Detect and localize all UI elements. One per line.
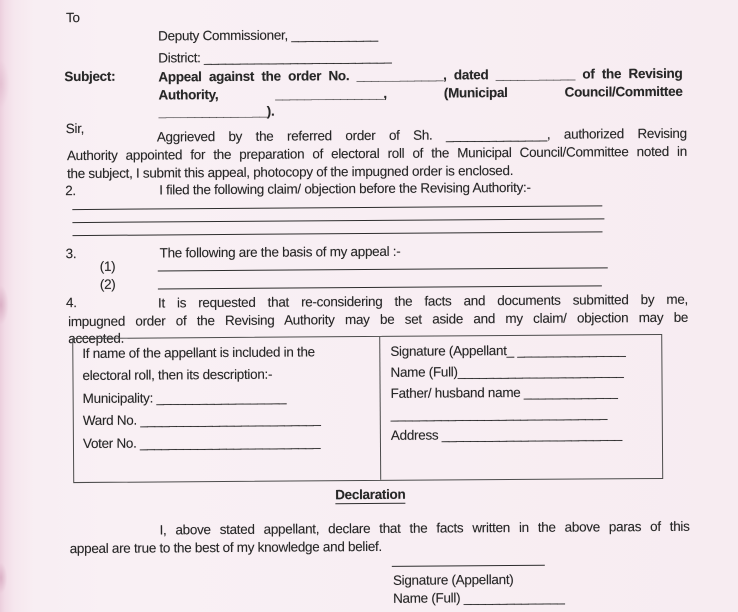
item4-number: 4. <box>65 295 77 311</box>
intro-line-2: Authority appointed for the preparation of electoral roll of the Municipal Council/Committee noted in <box>66 143 687 164</box>
item3-number: 3. <box>65 246 77 262</box>
name-caption: Name (Full) ______________ <box>392 589 565 606</box>
box-left-line-2: electoral roll, then its description:- <box>82 367 273 384</box>
item2-number: 2. <box>65 183 76 199</box>
subject-line2-blank: _______________, <box>275 85 387 102</box>
basis-row-2 <box>100 274 602 292</box>
item4-line-3: accepted. <box>68 330 125 347</box>
recipient-line: Deputy Commissioner, ____________ <box>158 26 378 44</box>
box-right-cell <box>379 335 662 480</box>
subject-line-1: Appeal against the order No. ____________, dated ___________ of the Revising <box>158 65 683 85</box>
district-line: District: __________________________ <box>158 48 392 66</box>
item4-line-2: impugned order of the Revising Authority may be set aside and my claim/ objection may be <box>68 309 689 329</box>
ward-no-field: Ward No. _________________________ <box>82 411 321 429</box>
subject-line2-council: Council/Committee <box>564 83 683 100</box>
box-left-cell <box>73 337 380 482</box>
ruled-line <box>72 231 602 236</box>
item4-line-1: It is requested that re-considering the facts and documents submitted by me, <box>157 291 689 311</box>
box-left-line-1: If name of the appellant is included in the <box>82 344 315 362</box>
name-field: Name (Full)_______________________ <box>390 363 624 380</box>
basis-label-2: (2) <box>99 276 116 292</box>
municipality-field: Municipality: __________________ <box>82 389 287 406</box>
item2-text: I filed the following claim/ objection before the Revising Authority:- <box>159 179 531 198</box>
subject-line2-municipal: (Municipal <box>443 84 508 100</box>
intro-paragraph <box>67 125 687 183</box>
voter-no-field: Voter No. _________________________ <box>82 433 321 451</box>
ruled-line <box>158 285 602 289</box>
signature-line <box>392 565 545 567</box>
subject-line2-authority: Authority, <box>158 86 219 102</box>
signature-field: Signature (Appellant_ _______________ <box>390 342 626 359</box>
basis-row-1 <box>100 256 608 274</box>
blank-continuation-line: ______________________________ <box>390 405 608 422</box>
declaration-line-2: appeal are true to the best of my knowledge and belief. <box>69 538 382 557</box>
basis-label-1: (1) <box>99 258 116 274</box>
subject-line-2 <box>158 82 682 103</box>
signature-caption: Signature (Appellant) <box>392 571 514 588</box>
salutation: Sir, <box>65 120 85 137</box>
ruled-line <box>72 218 604 223</box>
intro-line-1: Aggrieved by the referred order of Sh. ______________, authorized Revising <box>156 125 687 145</box>
ruled-line <box>158 267 608 271</box>
declaration-line-1: I, above stated appellant, declare that the facts written in the above paras of this <box>159 518 690 538</box>
declaration-title <box>1 484 738 504</box>
ruled-line <box>72 205 602 210</box>
subject-block <box>158 65 682 121</box>
father-husband-field: Father/ husband name _____________ <box>390 384 618 401</box>
subject-label: Subject: <box>64 68 116 85</box>
to-label: To <box>65 10 80 26</box>
declaration-paragraph <box>70 518 690 558</box>
declaration-title-text: Declaration <box>335 486 406 503</box>
address-field: Address _________________________ <box>390 426 623 443</box>
appellant-details-box <box>72 334 663 483</box>
item3-text: The following are the basis of my appeal :- <box>159 243 401 261</box>
intro-line-3: the subject, I submit this appeal, photocopy of the impugned order is enclosed. <box>67 162 514 182</box>
subject-line-3: _______________). <box>158 103 275 120</box>
